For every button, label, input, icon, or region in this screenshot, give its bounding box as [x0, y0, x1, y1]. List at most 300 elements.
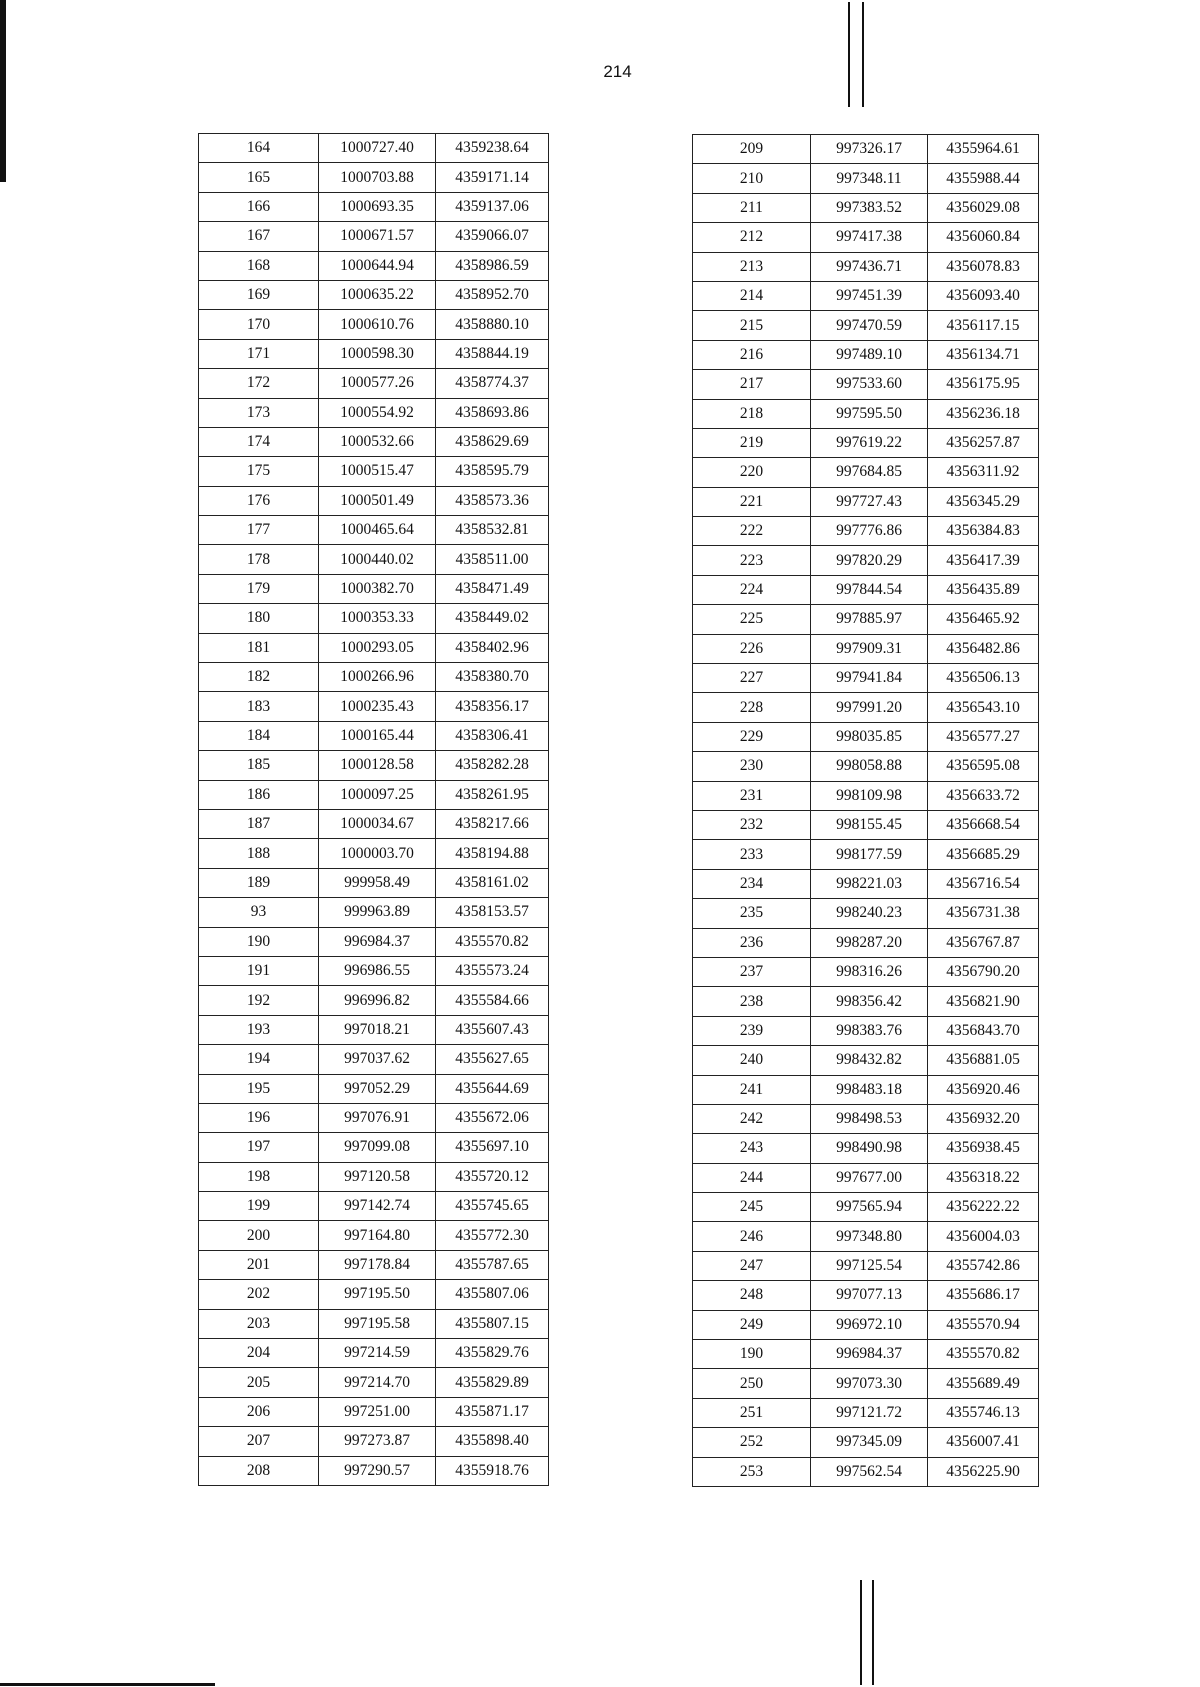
point-number-cell: 219 [693, 428, 811, 457]
y-coordinate-cell: 4356668.54 [928, 810, 1039, 839]
y-coordinate-cell: 4356345.29 [928, 487, 1039, 516]
point-number-cell: 230 [693, 752, 811, 781]
y-coordinate-cell: 4358880.10 [436, 310, 549, 339]
x-coordinate-cell: 998483.18 [811, 1075, 928, 1104]
y-coordinate-cell: 4358356.17 [436, 692, 549, 721]
point-number-cell: 202 [199, 1280, 319, 1309]
table-row [199, 369, 549, 398]
table-row [693, 1046, 1039, 1075]
table-row [693, 1369, 1039, 1398]
y-coordinate-cell: 4356633.72 [928, 781, 1039, 810]
point-number-cell: 210 [693, 164, 811, 193]
point-number-cell: 174 [199, 427, 319, 456]
table-row [693, 1075, 1039, 1104]
x-coordinate-cell: 997073.30 [811, 1369, 928, 1398]
binding-line [872, 1580, 874, 1685]
y-coordinate-cell: 4358402.96 [436, 633, 549, 662]
point-number-cell: 166 [199, 192, 319, 221]
table-row [199, 986, 549, 1015]
point-number-cell: 194 [199, 1045, 319, 1074]
y-coordinate-cell: 4355988.44 [928, 164, 1039, 193]
x-coordinate-cell: 997383.52 [811, 193, 928, 222]
x-coordinate-cell: 997941.84 [811, 664, 928, 693]
table-row [199, 1045, 549, 1074]
y-coordinate-cell: 4358532.81 [436, 516, 549, 545]
point-number-cell: 169 [199, 280, 319, 309]
table-row [199, 1192, 549, 1221]
x-coordinate-cell: 998035.85 [811, 722, 928, 751]
x-coordinate-cell: 1000671.57 [319, 222, 436, 251]
y-coordinate-cell: 4359137.06 [436, 192, 549, 221]
table-row [693, 1398, 1039, 1427]
table-row [693, 605, 1039, 634]
y-coordinate-cell: 4356577.27 [928, 722, 1039, 751]
y-coordinate-cell: 4358595.79 [436, 457, 549, 486]
point-number-cell: 203 [199, 1309, 319, 1338]
y-coordinate-cell: 4355772.30 [436, 1221, 549, 1250]
point-number-cell: 184 [199, 721, 319, 750]
table-row [199, 927, 549, 956]
point-number-cell: 168 [199, 251, 319, 280]
x-coordinate-cell: 997348.11 [811, 164, 928, 193]
x-coordinate-cell: 997844.54 [811, 575, 928, 604]
point-number-cell: 192 [199, 986, 319, 1015]
y-coordinate-cell: 4355686.17 [928, 1281, 1039, 1310]
table-row [693, 281, 1039, 310]
coordinate-table-left [198, 133, 549, 1486]
table-row [693, 928, 1039, 957]
point-number-cell: 187 [199, 809, 319, 838]
x-coordinate-cell: 997273.87 [319, 1427, 436, 1456]
table-row [693, 957, 1039, 986]
x-coordinate-cell: 1000034.67 [319, 809, 436, 838]
table-row [693, 575, 1039, 604]
point-number-cell: 179 [199, 574, 319, 603]
x-coordinate-cell: 1000165.44 [319, 721, 436, 750]
coordinate-table-left-body [199, 134, 549, 1486]
point-number-cell: 244 [693, 1163, 811, 1192]
table-row [199, 457, 549, 486]
y-coordinate-cell: 4356093.40 [928, 281, 1039, 310]
table-row [693, 517, 1039, 546]
table-row [693, 722, 1039, 751]
y-coordinate-cell: 4358986.59 [436, 251, 549, 280]
table-row [199, 1221, 549, 1250]
table-row [693, 752, 1039, 781]
x-coordinate-cell: 997489.10 [811, 340, 928, 369]
point-number-cell: 93 [199, 898, 319, 927]
point-number-cell: 240 [693, 1046, 811, 1075]
coordinate-table-right [692, 134, 1039, 1487]
binding-line [860, 1580, 862, 1685]
point-number-cell: 229 [693, 722, 811, 751]
table-row [693, 693, 1039, 722]
y-coordinate-cell: 4356731.38 [928, 899, 1039, 928]
y-coordinate-cell: 4359238.64 [436, 134, 549, 163]
table-row [199, 604, 549, 633]
x-coordinate-cell: 1000440.02 [319, 545, 436, 574]
x-coordinate-cell: 1000703.88 [319, 163, 436, 192]
table-row [199, 1397, 549, 1426]
y-coordinate-cell: 4356595.08 [928, 752, 1039, 781]
y-coordinate-cell: 4356506.13 [928, 664, 1039, 693]
y-coordinate-cell: 4355787.65 [436, 1250, 549, 1279]
point-number-cell: 217 [693, 370, 811, 399]
point-number-cell: 225 [693, 605, 811, 634]
point-number-cell: 172 [199, 369, 319, 398]
y-coordinate-cell: 4356938.45 [928, 1134, 1039, 1163]
point-number-cell: 193 [199, 1015, 319, 1044]
y-coordinate-cell: 4358194.88 [436, 839, 549, 868]
point-number-cell: 245 [693, 1193, 811, 1222]
table-row [199, 1309, 549, 1338]
x-coordinate-cell: 1000635.22 [319, 280, 436, 309]
point-number-cell: 170 [199, 310, 319, 339]
table-row [199, 1368, 549, 1397]
point-number-cell: 205 [199, 1368, 319, 1397]
y-coordinate-cell: 4355644.69 [436, 1074, 549, 1103]
y-coordinate-cell: 4356004.03 [928, 1222, 1039, 1251]
point-number-cell: 182 [199, 663, 319, 692]
point-number-cell: 242 [693, 1104, 811, 1133]
x-coordinate-cell: 997142.74 [319, 1192, 436, 1221]
x-coordinate-cell: 997776.86 [811, 517, 928, 546]
table-row [693, 164, 1039, 193]
y-coordinate-cell: 4359171.14 [436, 163, 549, 192]
point-number-cell: 241 [693, 1075, 811, 1104]
y-coordinate-cell: 4355570.94 [928, 1310, 1039, 1339]
x-coordinate-cell: 998490.98 [811, 1134, 928, 1163]
table-row [199, 956, 549, 985]
x-coordinate-cell: 1000235.43 [319, 692, 436, 721]
y-coordinate-cell: 4355570.82 [928, 1340, 1039, 1369]
table-row [693, 1457, 1039, 1486]
y-coordinate-cell: 4355964.61 [928, 135, 1039, 164]
table-row [199, 222, 549, 251]
table-row [693, 1016, 1039, 1045]
point-number-cell: 220 [693, 458, 811, 487]
x-coordinate-cell: 997562.54 [811, 1457, 928, 1486]
point-number-cell: 201 [199, 1250, 319, 1279]
table-row [199, 516, 549, 545]
y-coordinate-cell: 4356384.83 [928, 517, 1039, 546]
coordinate-table-right-body [693, 135, 1039, 1487]
x-coordinate-cell: 997214.59 [319, 1339, 436, 1368]
y-coordinate-cell: 4356117.15 [928, 311, 1039, 340]
x-coordinate-cell: 1000515.47 [319, 457, 436, 486]
point-number-cell: 185 [199, 751, 319, 780]
y-coordinate-cell: 4358629.69 [436, 427, 549, 456]
table-row [199, 1015, 549, 1044]
point-number-cell: 186 [199, 780, 319, 809]
point-number-cell: 218 [693, 399, 811, 428]
point-number-cell: 215 [693, 311, 811, 340]
point-number-cell: 208 [199, 1456, 319, 1485]
x-coordinate-cell: 996986.55 [319, 956, 436, 985]
y-coordinate-cell: 4358161.02 [436, 868, 549, 897]
point-number-cell: 164 [199, 134, 319, 163]
y-coordinate-cell: 4356465.92 [928, 605, 1039, 634]
point-number-cell: 197 [199, 1133, 319, 1162]
x-coordinate-cell: 997326.17 [811, 135, 928, 164]
x-coordinate-cell: 998177.59 [811, 840, 928, 869]
point-number-cell: 207 [199, 1427, 319, 1456]
x-coordinate-cell: 998109.98 [811, 781, 928, 810]
y-coordinate-cell: 4358511.00 [436, 545, 549, 574]
x-coordinate-cell: 998058.88 [811, 752, 928, 781]
y-coordinate-cell: 4356543.10 [928, 693, 1039, 722]
x-coordinate-cell: 997195.50 [319, 1280, 436, 1309]
point-number-cell: 231 [693, 781, 811, 810]
y-coordinate-cell: 4358471.49 [436, 574, 549, 603]
point-number-cell: 235 [693, 899, 811, 928]
y-coordinate-cell: 4355829.89 [436, 1368, 549, 1397]
table-row [199, 1250, 549, 1279]
x-coordinate-cell: 1000644.94 [319, 251, 436, 280]
table-row [693, 1251, 1039, 1280]
point-number-cell: 250 [693, 1369, 811, 1398]
y-coordinate-cell: 4355829.76 [436, 1339, 549, 1368]
x-coordinate-cell: 997178.84 [319, 1250, 436, 1279]
x-coordinate-cell: 1000266.96 [319, 663, 436, 692]
table-row [199, 398, 549, 427]
x-coordinate-cell: 997121.72 [811, 1398, 928, 1427]
page-number: 214 [603, 62, 632, 81]
point-number-cell: 190 [693, 1340, 811, 1369]
point-number-cell: 173 [199, 398, 319, 427]
y-coordinate-cell: 4356311.92 [928, 458, 1039, 487]
table-row [199, 251, 549, 280]
x-coordinate-cell: 1000598.30 [319, 339, 436, 368]
table-row [693, 252, 1039, 281]
table-row [199, 1162, 549, 1191]
point-number-cell: 213 [693, 252, 811, 281]
table-row [199, 427, 549, 456]
y-coordinate-cell: 4356435.89 [928, 575, 1039, 604]
point-number-cell: 199 [199, 1192, 319, 1221]
table-row [693, 1428, 1039, 1457]
point-number-cell: 243 [693, 1134, 811, 1163]
table-row [693, 1222, 1039, 1251]
table-row [693, 1193, 1039, 1222]
x-coordinate-cell: 996984.37 [811, 1340, 928, 1369]
y-coordinate-cell: 4356790.20 [928, 957, 1039, 986]
table-row [199, 1456, 549, 1485]
y-coordinate-cell: 4356078.83 [928, 252, 1039, 281]
x-coordinate-cell: 997417.38 [811, 223, 928, 252]
table-row [693, 370, 1039, 399]
x-coordinate-cell: 997052.29 [319, 1074, 436, 1103]
x-coordinate-cell: 999963.89 [319, 898, 436, 927]
table-row [199, 486, 549, 515]
table-row [693, 1281, 1039, 1310]
table-row [199, 721, 549, 750]
table-row [693, 1104, 1039, 1133]
table-row [199, 780, 549, 809]
scan-edge-line-bottom [0, 1683, 215, 1686]
y-coordinate-cell: 4356881.05 [928, 1046, 1039, 1075]
table-row [199, 1427, 549, 1456]
point-number-cell: 236 [693, 928, 811, 957]
y-coordinate-cell: 4355807.06 [436, 1280, 549, 1309]
x-coordinate-cell: 997018.21 [319, 1015, 436, 1044]
y-coordinate-cell: 4356767.87 [928, 928, 1039, 957]
y-coordinate-cell: 4359066.07 [436, 222, 549, 251]
y-coordinate-cell: 4356821.90 [928, 987, 1039, 1016]
table-row [199, 339, 549, 368]
y-coordinate-cell: 4358449.02 [436, 604, 549, 633]
x-coordinate-cell: 1000128.58 [319, 751, 436, 780]
table-row [199, 751, 549, 780]
y-coordinate-cell: 4358844.19 [436, 339, 549, 368]
point-number-cell: 181 [199, 633, 319, 662]
table-row [199, 134, 549, 163]
x-coordinate-cell: 997195.58 [319, 1309, 436, 1338]
x-coordinate-cell: 1000610.76 [319, 310, 436, 339]
point-number-cell: 246 [693, 1222, 811, 1251]
point-number-cell: 204 [199, 1339, 319, 1368]
y-coordinate-cell: 4355742.86 [928, 1251, 1039, 1280]
x-coordinate-cell: 1000382.70 [319, 574, 436, 603]
point-number-cell: 253 [693, 1457, 811, 1486]
point-number-cell: 183 [199, 692, 319, 721]
y-coordinate-cell: 4355689.49 [928, 1369, 1039, 1398]
y-coordinate-cell: 4358573.36 [436, 486, 549, 515]
x-coordinate-cell: 998240.23 [811, 899, 928, 928]
x-coordinate-cell: 997077.13 [811, 1281, 928, 1310]
x-coordinate-cell: 997037.62 [319, 1045, 436, 1074]
x-coordinate-cell: 1000693.35 [319, 192, 436, 221]
y-coordinate-cell: 4356417.39 [928, 546, 1039, 575]
table-row [199, 574, 549, 603]
point-number-cell: 165 [199, 163, 319, 192]
y-coordinate-cell: 4355573.24 [436, 956, 549, 985]
point-number-cell: 222 [693, 517, 811, 546]
y-coordinate-cell: 4355898.40 [436, 1427, 549, 1456]
x-coordinate-cell: 996972.10 [811, 1310, 928, 1339]
point-number-cell: 196 [199, 1103, 319, 1132]
y-coordinate-cell: 4356843.70 [928, 1016, 1039, 1045]
table-row [199, 1103, 549, 1132]
scan-edge-line-left [0, 0, 6, 182]
x-coordinate-cell: 998383.76 [811, 1016, 928, 1045]
point-number-cell: 191 [199, 956, 319, 985]
table-row [199, 809, 549, 838]
y-coordinate-cell: 4358952.70 [436, 280, 549, 309]
x-coordinate-cell: 997451.39 [811, 281, 928, 310]
point-number-cell: 248 [693, 1281, 811, 1310]
table-row [693, 223, 1039, 252]
x-coordinate-cell: 997214.70 [319, 1368, 436, 1397]
x-coordinate-cell: 997677.00 [811, 1163, 928, 1192]
table-row [693, 193, 1039, 222]
y-coordinate-cell: 4356029.08 [928, 193, 1039, 222]
x-coordinate-cell: 1000532.66 [319, 427, 436, 456]
table-row [199, 1280, 549, 1309]
point-number-cell: 247 [693, 1251, 811, 1280]
point-number-cell: 180 [199, 604, 319, 633]
table-row [199, 1133, 549, 1162]
x-coordinate-cell: 997470.59 [811, 311, 928, 340]
x-coordinate-cell: 996984.37 [319, 927, 436, 956]
point-number-cell: 249 [693, 1310, 811, 1339]
x-coordinate-cell: 998316.26 [811, 957, 928, 986]
table-row [693, 664, 1039, 693]
x-coordinate-cell: 996996.82 [319, 986, 436, 1015]
x-coordinate-cell: 998287.20 [811, 928, 928, 957]
table-row [199, 663, 549, 692]
x-coordinate-cell: 997885.97 [811, 605, 928, 634]
point-number-cell: 252 [693, 1428, 811, 1457]
table-row [693, 899, 1039, 928]
point-number-cell: 188 [199, 839, 319, 868]
table-row [693, 1340, 1039, 1369]
point-number-cell: 238 [693, 987, 811, 1016]
x-coordinate-cell: 997125.54 [811, 1251, 928, 1280]
point-number-cell: 178 [199, 545, 319, 574]
point-number-cell: 209 [693, 135, 811, 164]
x-coordinate-cell: 997345.09 [811, 1428, 928, 1457]
x-coordinate-cell: 997251.00 [319, 1397, 436, 1426]
y-coordinate-cell: 4355584.66 [436, 986, 549, 1015]
x-coordinate-cell: 998356.42 [811, 987, 928, 1016]
y-coordinate-cell: 4356222.22 [928, 1193, 1039, 1222]
table-row [693, 135, 1039, 164]
x-coordinate-cell: 997684.85 [811, 458, 928, 487]
x-coordinate-cell: 997727.43 [811, 487, 928, 516]
table-row [199, 310, 549, 339]
x-coordinate-cell: 1000465.64 [319, 516, 436, 545]
point-number-cell: 200 [199, 1221, 319, 1250]
x-coordinate-cell: 1000353.33 [319, 604, 436, 633]
y-coordinate-cell: 4355720.12 [436, 1162, 549, 1191]
point-number-cell: 206 [199, 1397, 319, 1426]
x-coordinate-cell: 1000577.26 [319, 369, 436, 398]
y-coordinate-cell: 4356134.71 [928, 340, 1039, 369]
point-number-cell: 233 [693, 840, 811, 869]
y-coordinate-cell: 4358380.70 [436, 663, 549, 692]
point-number-cell: 190 [199, 927, 319, 956]
x-coordinate-cell: 997348.80 [811, 1222, 928, 1251]
point-number-cell: 224 [693, 575, 811, 604]
point-number-cell: 214 [693, 281, 811, 310]
y-coordinate-cell: 4355745.65 [436, 1192, 549, 1221]
point-number-cell: 223 [693, 546, 811, 575]
x-coordinate-cell: 1000003.70 [319, 839, 436, 868]
y-coordinate-cell: 4358153.57 [436, 898, 549, 927]
table-row [693, 458, 1039, 487]
y-coordinate-cell: 4356920.46 [928, 1075, 1039, 1104]
table-row [693, 1134, 1039, 1163]
table-row [199, 633, 549, 662]
y-coordinate-cell: 4358261.95 [436, 780, 549, 809]
y-coordinate-cell: 4356257.87 [928, 428, 1039, 457]
point-number-cell: 175 [199, 457, 319, 486]
y-coordinate-cell: 4356007.41 [928, 1428, 1039, 1457]
y-coordinate-cell: 4356236.18 [928, 399, 1039, 428]
y-coordinate-cell: 4356318.22 [928, 1163, 1039, 1192]
x-coordinate-cell: 997595.50 [811, 399, 928, 428]
y-coordinate-cell: 4356175.95 [928, 370, 1039, 399]
x-coordinate-cell: 997164.80 [319, 1221, 436, 1250]
point-number-cell: 227 [693, 664, 811, 693]
table-row [199, 868, 549, 897]
x-coordinate-cell: 997099.08 [319, 1133, 436, 1162]
x-coordinate-cell: 997076.91 [319, 1103, 436, 1132]
table-row [693, 1310, 1039, 1339]
y-coordinate-cell: 4358217.66 [436, 809, 549, 838]
x-coordinate-cell: 997290.57 [319, 1456, 436, 1485]
